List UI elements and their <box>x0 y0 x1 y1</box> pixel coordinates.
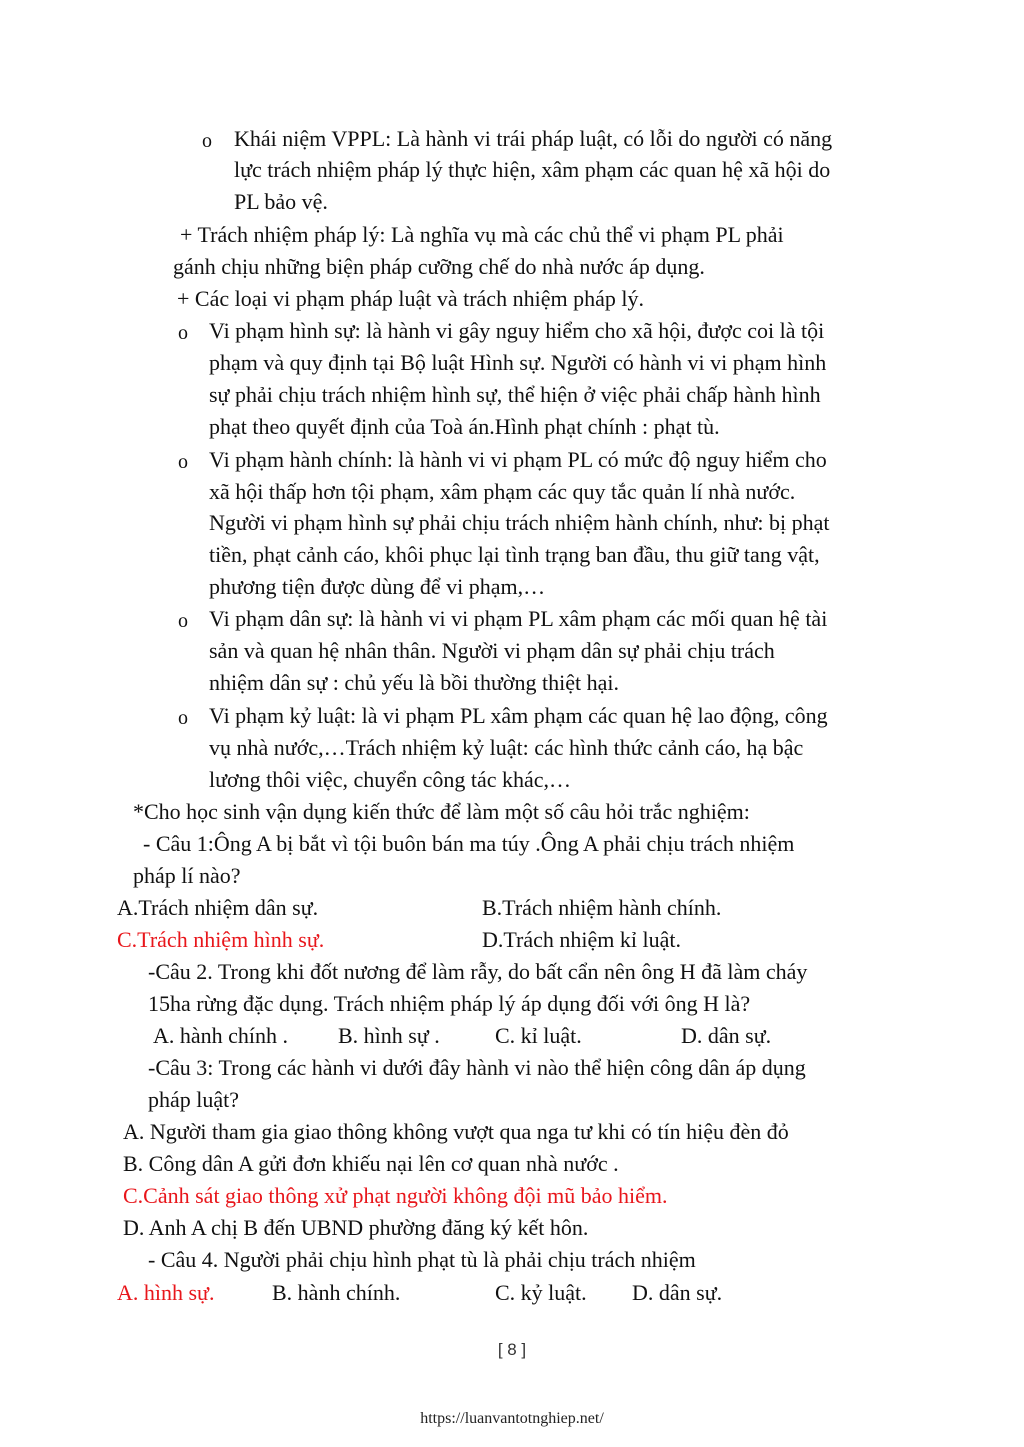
circle-bullet-icon: o <box>178 322 188 344</box>
question-4-line: - Câu 4. Người phải chịu hình phạt tù là phải chịu trách nhiệm <box>148 1247 696 1272</box>
administrative-violation-line: Người vi phạm hình sự phải chịu trách nhiệm hành chính, như: bị phạt <box>209 510 830 535</box>
question-3-line: -Câu 3: Trong các hành vi dưới đây hành vi nào thể hiện công dân áp dụng <box>148 1055 806 1080</box>
criminal-violation-line: phạm và quy định tại Bộ luật Hình sự. Người có hành vi vi phạm hình <box>209 350 827 375</box>
disciplinary-violation-line: vụ nhà nước,…Trách nhiệm kỷ luật: các hình thức cảnh cáo, hạ bậc <box>209 735 804 760</box>
q4-option-d: D. dân sự. <box>632 1280 723 1305</box>
q3-option-b: B. Công dân A gửi đơn khiếu nại lên cơ quan nhà nước . <box>123 1151 619 1176</box>
concept-line: lực trách nhiệm pháp lý thực hiện, xâm phạm các quan hệ xã hội do <box>234 157 831 182</box>
criminal-violation-line: Vi phạm hình sự: là hành vi gây nguy hiểm cho xã hội, được coi là tội <box>209 318 825 343</box>
types-heading: + Các loại vi phạm pháp luật và trách nhiệm pháp lý. <box>177 286 644 311</box>
q2-option-a: A. hành chính . <box>153 1023 289 1048</box>
page-number: [ 8 ] <box>497 1340 527 1359</box>
concept-line: PL bảo vệ. <box>234 189 328 214</box>
q2-option-d: D. dân sự. <box>681 1023 772 1048</box>
circle-bullet-icon: o <box>178 707 188 729</box>
circle-bullet-icon: o <box>178 610 188 632</box>
q1-option-b: B.Trách nhiệm hành chính. <box>482 895 722 920</box>
question-1-line: - Câu 1:Ông A bị bắt vì tội buôn bán ma túy .Ông A phải chịu trách nhiệm <box>143 831 795 856</box>
q4-option-c: C. kỷ luật. <box>495 1280 587 1305</box>
civil-violation-line: Vi phạm dân sự: là hành vi vi phạm PL xâm phạm các mối quan hệ tài <box>209 606 828 631</box>
liability-definition-line: + Trách nhiệm pháp lý: Là nghĩa vụ mà các chủ thể vi phạm PL phải <box>180 222 784 247</box>
disciplinary-violation-line: Vi phạm kỷ luật: là vi phạm PL xâm phạm các quan hệ lao động, công <box>209 703 828 728</box>
administrative-violation-line: Vi phạm hành chính: là hành vi vi phạm PL có mức độ nguy hiểm cho <box>209 447 827 472</box>
q2-option-c: C. kỉ luật. <box>495 1023 582 1048</box>
q4-option-b: B. hành chính. <box>272 1280 401 1305</box>
q1-option-d: D.Trách nhiệm kỉ luật. <box>482 927 681 952</box>
question-2-line: -Câu 2. Trong khi đốt nương để làm rẫy, do bất cẩn nên ông H đã làm cháy <box>148 959 808 984</box>
administrative-violation-line: xã hội thấp hơn tội phạm, xâm phạm các quy tắc quản lí nhà nước. <box>209 479 796 504</box>
question-2-line: 15ha rừng đặc dụng. Trách nhiệm pháp lý áp dụng đối với ông H là? <box>148 991 751 1016</box>
liability-definition-line: gánh chịu những biện pháp cưỡng chế do nhà nước áp dụng. <box>173 254 705 279</box>
disciplinary-violation-line: lương thôi việc, chuyển công tác khác,… <box>209 767 572 792</box>
q3-option-c-correct: C.Cảnh sát giao thông xử phạt người không đội mũ bảo hiểm. <box>123 1183 668 1208</box>
civil-violation-line: sản và quan hệ nhân thân. Người vi phạm dân sự phải chịu trách <box>209 638 775 663</box>
q2-option-b: B. hình sự . <box>338 1023 440 1048</box>
circle-bullet-icon: o <box>178 451 188 473</box>
concept-line: Khái niệm VPPL: Là hành vi trái pháp luật, có lỗi do người có năng <box>234 126 833 151</box>
question-1-line: pháp lí nào? <box>133 863 241 888</box>
footer-url[interactable]: https://luanvantotnghiep.net/ <box>420 1410 604 1427</box>
q3-option-d: D. Anh A chị B đến UBND phường đăng ký kết hôn. <box>123 1215 589 1240</box>
administrative-violation-line: tiền, phạt cảnh cáo, khôi phục lại tình trạng ban đầu, thu giữ tang vật, <box>209 542 820 567</box>
q4-option-a-correct: A. hình sự. <box>117 1280 215 1305</box>
criminal-violation-line: phạt theo quyết định của Toà án.Hình phạt chính : phạt tù. <box>209 414 720 439</box>
q3-option-a: A. Người tham gia giao thông không vượt qua nga tư khi có tín hiệu đèn đỏ <box>123 1119 789 1144</box>
criminal-violation-line: sự phải chịu trách nhiệm hình sự, thể hiện ở việc phải chấp hành hình <box>209 382 821 407</box>
quiz-intro: *Cho học sinh vận dụng kiến thức để làm một số câu hỏi trắc nghiệm: <box>133 799 750 824</box>
circle-bullet-icon: o <box>202 130 212 152</box>
administrative-violation-line: phương tiện được dùng để vi phạm,… <box>209 574 546 599</box>
q1-option-c-correct: C.Trách nhiệm hình sự. <box>117 927 325 952</box>
civil-violation-line: nhiệm dân sự : chủ yếu là bồi thường thiệt hại. <box>209 670 620 695</box>
q1-option-a: A.Trách nhiệm dân sự. <box>117 895 319 920</box>
question-3-line: pháp luật? <box>148 1087 240 1112</box>
